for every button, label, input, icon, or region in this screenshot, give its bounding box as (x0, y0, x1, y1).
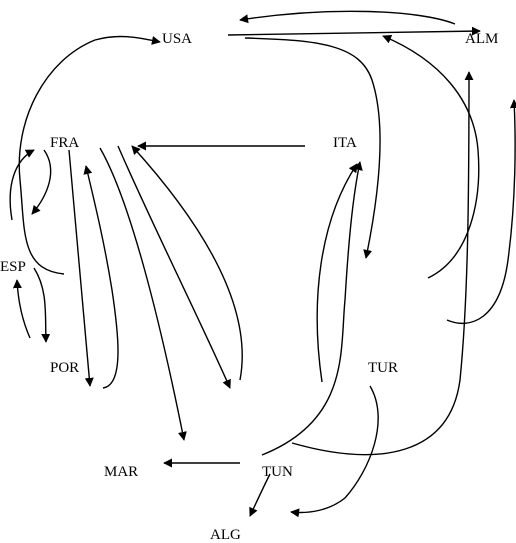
edge-usa-ita (245, 38, 380, 258)
node-fra: FRA (50, 135, 80, 151)
edge-tur-tun (291, 386, 378, 512)
edge-fra-esp (32, 150, 51, 214)
edge-por-fra (86, 166, 118, 388)
node-tun: TUN (262, 464, 293, 480)
edge-alm-usa (240, 11, 455, 24)
edge-ita-alm (383, 36, 479, 278)
node-esp: ESP (0, 259, 26, 275)
node-usa: USA (162, 31, 193, 47)
edge-tun-alg (250, 474, 270, 516)
edge-fra-alg (118, 146, 230, 388)
edge-por-esp (17, 280, 30, 338)
node-mar: MAR (104, 464, 139, 480)
node-tur: TUR (368, 360, 398, 376)
node-ita: ITA (333, 135, 357, 151)
edge-tun-ita-a (262, 162, 360, 455)
node-alg: ALG (210, 527, 241, 543)
edge-esp-usa (19, 36, 160, 274)
edge-right-offscreen (447, 100, 515, 323)
edge-alg-fra (132, 146, 242, 380)
node-por: POR (50, 360, 80, 376)
edge-fra-por (69, 150, 90, 386)
node-alm: ALM (465, 31, 499, 47)
edge-tun-ita-b (317, 164, 357, 382)
edge-usa-alm (228, 31, 480, 35)
edge-esp-por (34, 268, 46, 342)
